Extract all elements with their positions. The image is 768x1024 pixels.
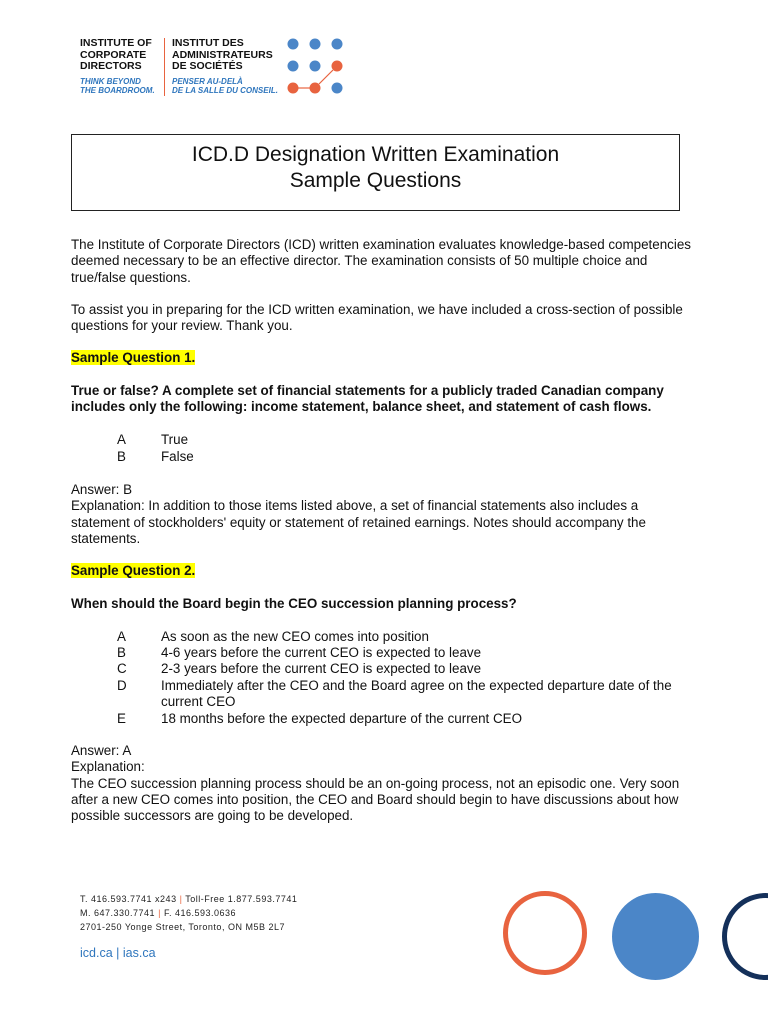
option-text: 4-6 years before the current CEO is expected to leave [161,645,482,660]
option-text: As soon as the new CEO comes into position [161,629,429,644]
logo-english [80,38,155,95]
website-link-ias[interactable]: ias.ca [122,946,156,960]
logo-divider [164,38,165,96]
q2-answer-text: Answer: A [71,743,132,758]
decorative-blue-circle [612,893,699,980]
decorative-orange-ring [503,891,587,975]
option-letter: C [117,661,127,676]
footer-phone-line [80,892,297,906]
footer-contact [80,892,297,934]
q1-answer-text: Answer: B [71,482,133,497]
q1-heading [71,350,695,366]
logo-en-tagline-2: THE BOARDROOM. [80,85,155,95]
logo-fr-tagline-2: DE LA SALLE DU CONSEIL. [172,85,278,95]
option-letter: D [117,678,127,693]
q2-heading [71,563,695,579]
logo-french [172,38,278,95]
q1-question [71,383,695,416]
logo-en-tagline-1: THINK BEYOND [80,76,141,86]
option-letter: A [117,629,126,644]
intro-paragraph-1 [71,237,695,286]
q2-explanation-text: The CEO succession planning process should be an on-going process, not an episodic one. Very soon after a new CEO comes into position, the CEO and Board should begin to have discussions about how possible successors are going to be developed. [71,775,680,824]
logo-fr-line-2: ADMINISTRATEURS [172,48,273,61]
footer-address: 2701-250 Yonge Street, Toronto, ON M5B 2L7 [80,922,285,932]
footer-websites [80,946,156,960]
footer-tollfree: Toll-Free 1.877.593.7741 [185,894,298,904]
footer-separator: | [179,894,183,904]
logo-fr-line-1: INSTITUT DES [172,37,244,49]
option-text: Immediately after the CEO and the Board agree on the expected departure date of the current CEO [161,678,672,710]
q2-explanation-label: Explanation: [71,759,145,775]
website-link-icd[interactable]: icd.ca [80,946,113,960]
footer-mobile: M. 647.330.7741 [80,908,156,918]
option-text: False [161,449,194,464]
intro-paragraph-2 [71,302,695,335]
footer-fax: F. 416.593.0636 [163,908,236,918]
option-text: 18 months before the expected departure of the current CEO [161,711,523,726]
option-letter: E [117,711,126,726]
logo-fr-line-3: DE SOCIÉTÉS [172,60,243,72]
q1-question-text: True or false? A complete set of financial statements for a publicly traded Canadian company includes only the following: income statement, balance sheet, and statement of cash flows. [71,383,664,415]
intro-text-2: To assist you in preparing for the ICD written examination, we have included a cross-section of possible questions for your review. Thank you. [71,302,683,334]
website-separator: | [116,946,120,960]
title-line-1: ICD.D Designation Written Examination [191,143,560,166]
q2-question [71,596,695,612]
footer-separator: | [158,908,161,918]
option-letter: B [117,449,126,464]
footer-mobile-line [80,906,297,920]
option-text: True [161,432,189,447]
q1-answer [71,482,695,547]
intro-text-1: The Institute of Corporate Directors (ICD) written examination evaluates knowledge-based competencies deemed necessary to be an effective director. The examination consists of 50 multiple choice and true/false questions. [71,237,691,285]
q1-explanation-text: Explanation: In addition to those items listed above, a set of financial statements also includes a statement of stockholders' equity or statement of retained earnings. Notes should accompany the statements. [71,498,646,546]
q2-answer [71,743,695,824]
logo-en-line-3: DIRECTORS [80,60,142,72]
logo-en-line-2: CORPORATE [80,48,147,61]
decorative-navy-ring [722,893,768,980]
document-title [71,134,680,211]
logo-en-line-1: INSTITUTE OF [80,37,152,49]
title-line-2: Sample Questions [289,169,462,192]
q2-heading-label: Sample Question 2. [71,563,196,578]
q2-question-text: When should the Board begin the CEO succession planning process? [71,596,517,611]
logo-fr-tagline-1: PENSER AU-DELÀ [172,76,243,86]
logo-dot-grid-icon [284,34,346,98]
footer-phone: T. 416.593.7741 x243 [80,894,177,904]
q1-heading-label: Sample Question 1. [71,350,196,365]
option-letter: A [117,432,126,447]
option-text: 2-3 years before the current CEO is expected to leave [161,661,482,676]
option-letter: B [117,645,126,660]
